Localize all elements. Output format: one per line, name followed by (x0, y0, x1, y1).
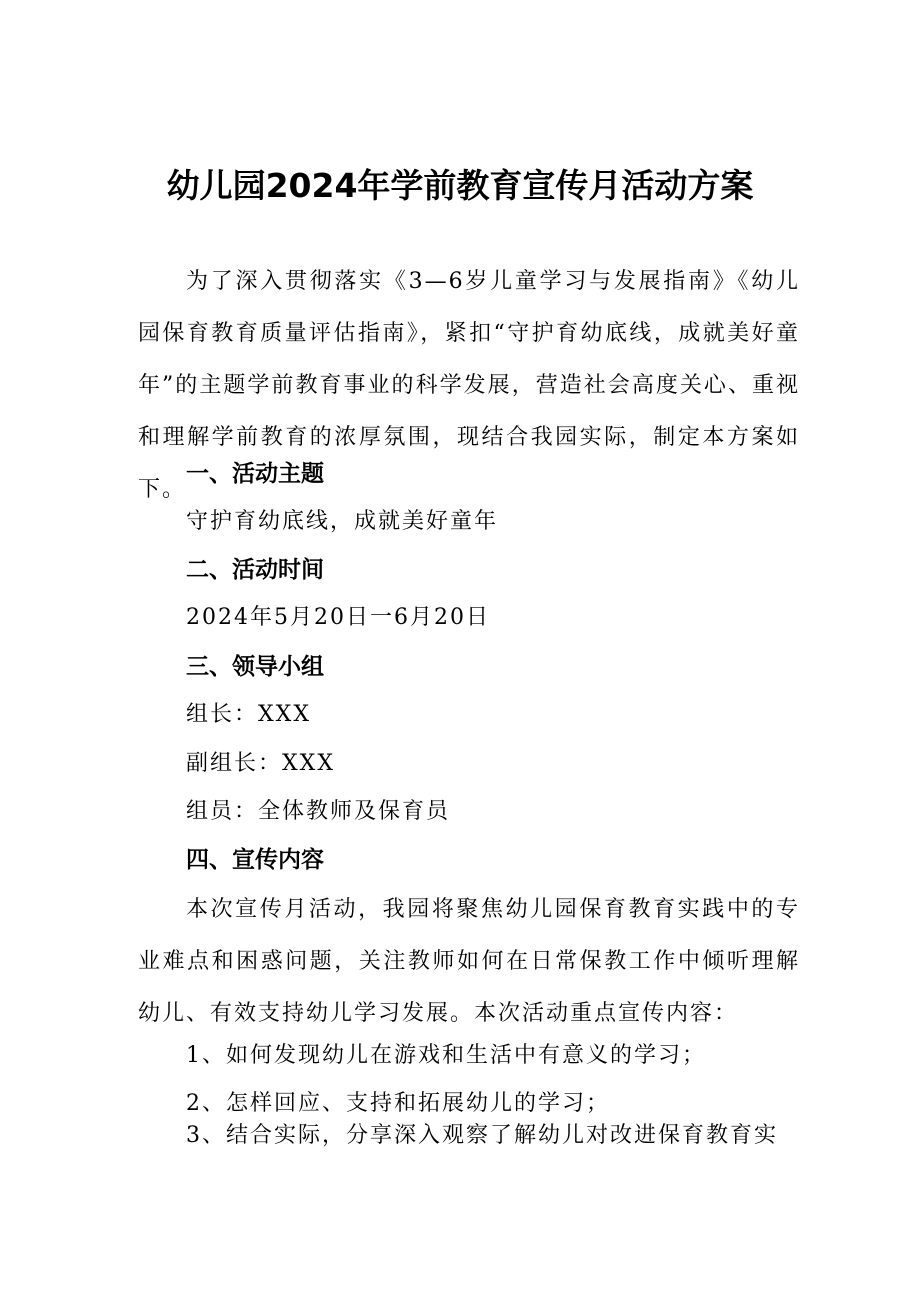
leader-line: 组长：XXX (186, 702, 311, 727)
section-heading-time: 二、活动时间 (186, 557, 324, 583)
section-heading-leadership: 三、领导小组 (186, 654, 324, 680)
deputy-leader-line: 副组长：XXX (186, 751, 335, 776)
intro-paragraph: 为了深入贯彻落实《3—6岁儿童学习与发展指南》《幼儿园保育教育质量评估指南》，紧扣“守护育幼底线，成就美好童年”的主题学前教育事业的科学发展，营造社会高度关心、重视和理解学前教育的浓厚氛围，现结合我园实际，制定本方案如下。 (138, 269, 800, 502)
content-item: 2、怎样回应、支持和拓展幼儿的学习； (186, 1091, 610, 1116)
document-title: 幼儿园2024年学前教育宣传月活动方案 (166, 166, 754, 205)
content-paragraph: 本次宣传月活动，我园将聚焦幼儿园保育教育实践中的专业难点和困惑问题，关注教师如何在日常保教工作中倾听理解幼儿、有效支持幼儿学习发展。本次活动重点宣传内容： (138, 897, 800, 1026)
section-heading-content: 四、宣传内容 (186, 847, 324, 873)
theme-text: 守护育幼底线，成就美好童年 (186, 509, 499, 534)
members-line: 组员：全体教师及保育员 (186, 799, 451, 824)
content-item: 3、结合实际，分享深入观察了解幼儿对改进保育教育实 (186, 1123, 778, 1148)
section-heading-theme: 一、活动主题 (186, 461, 324, 487)
time-text: 2024年5月20日一6月20日 (186, 605, 490, 630)
content-item: 1、如何发现幼儿在游戏和生活中有意义的学习； (186, 1043, 706, 1068)
